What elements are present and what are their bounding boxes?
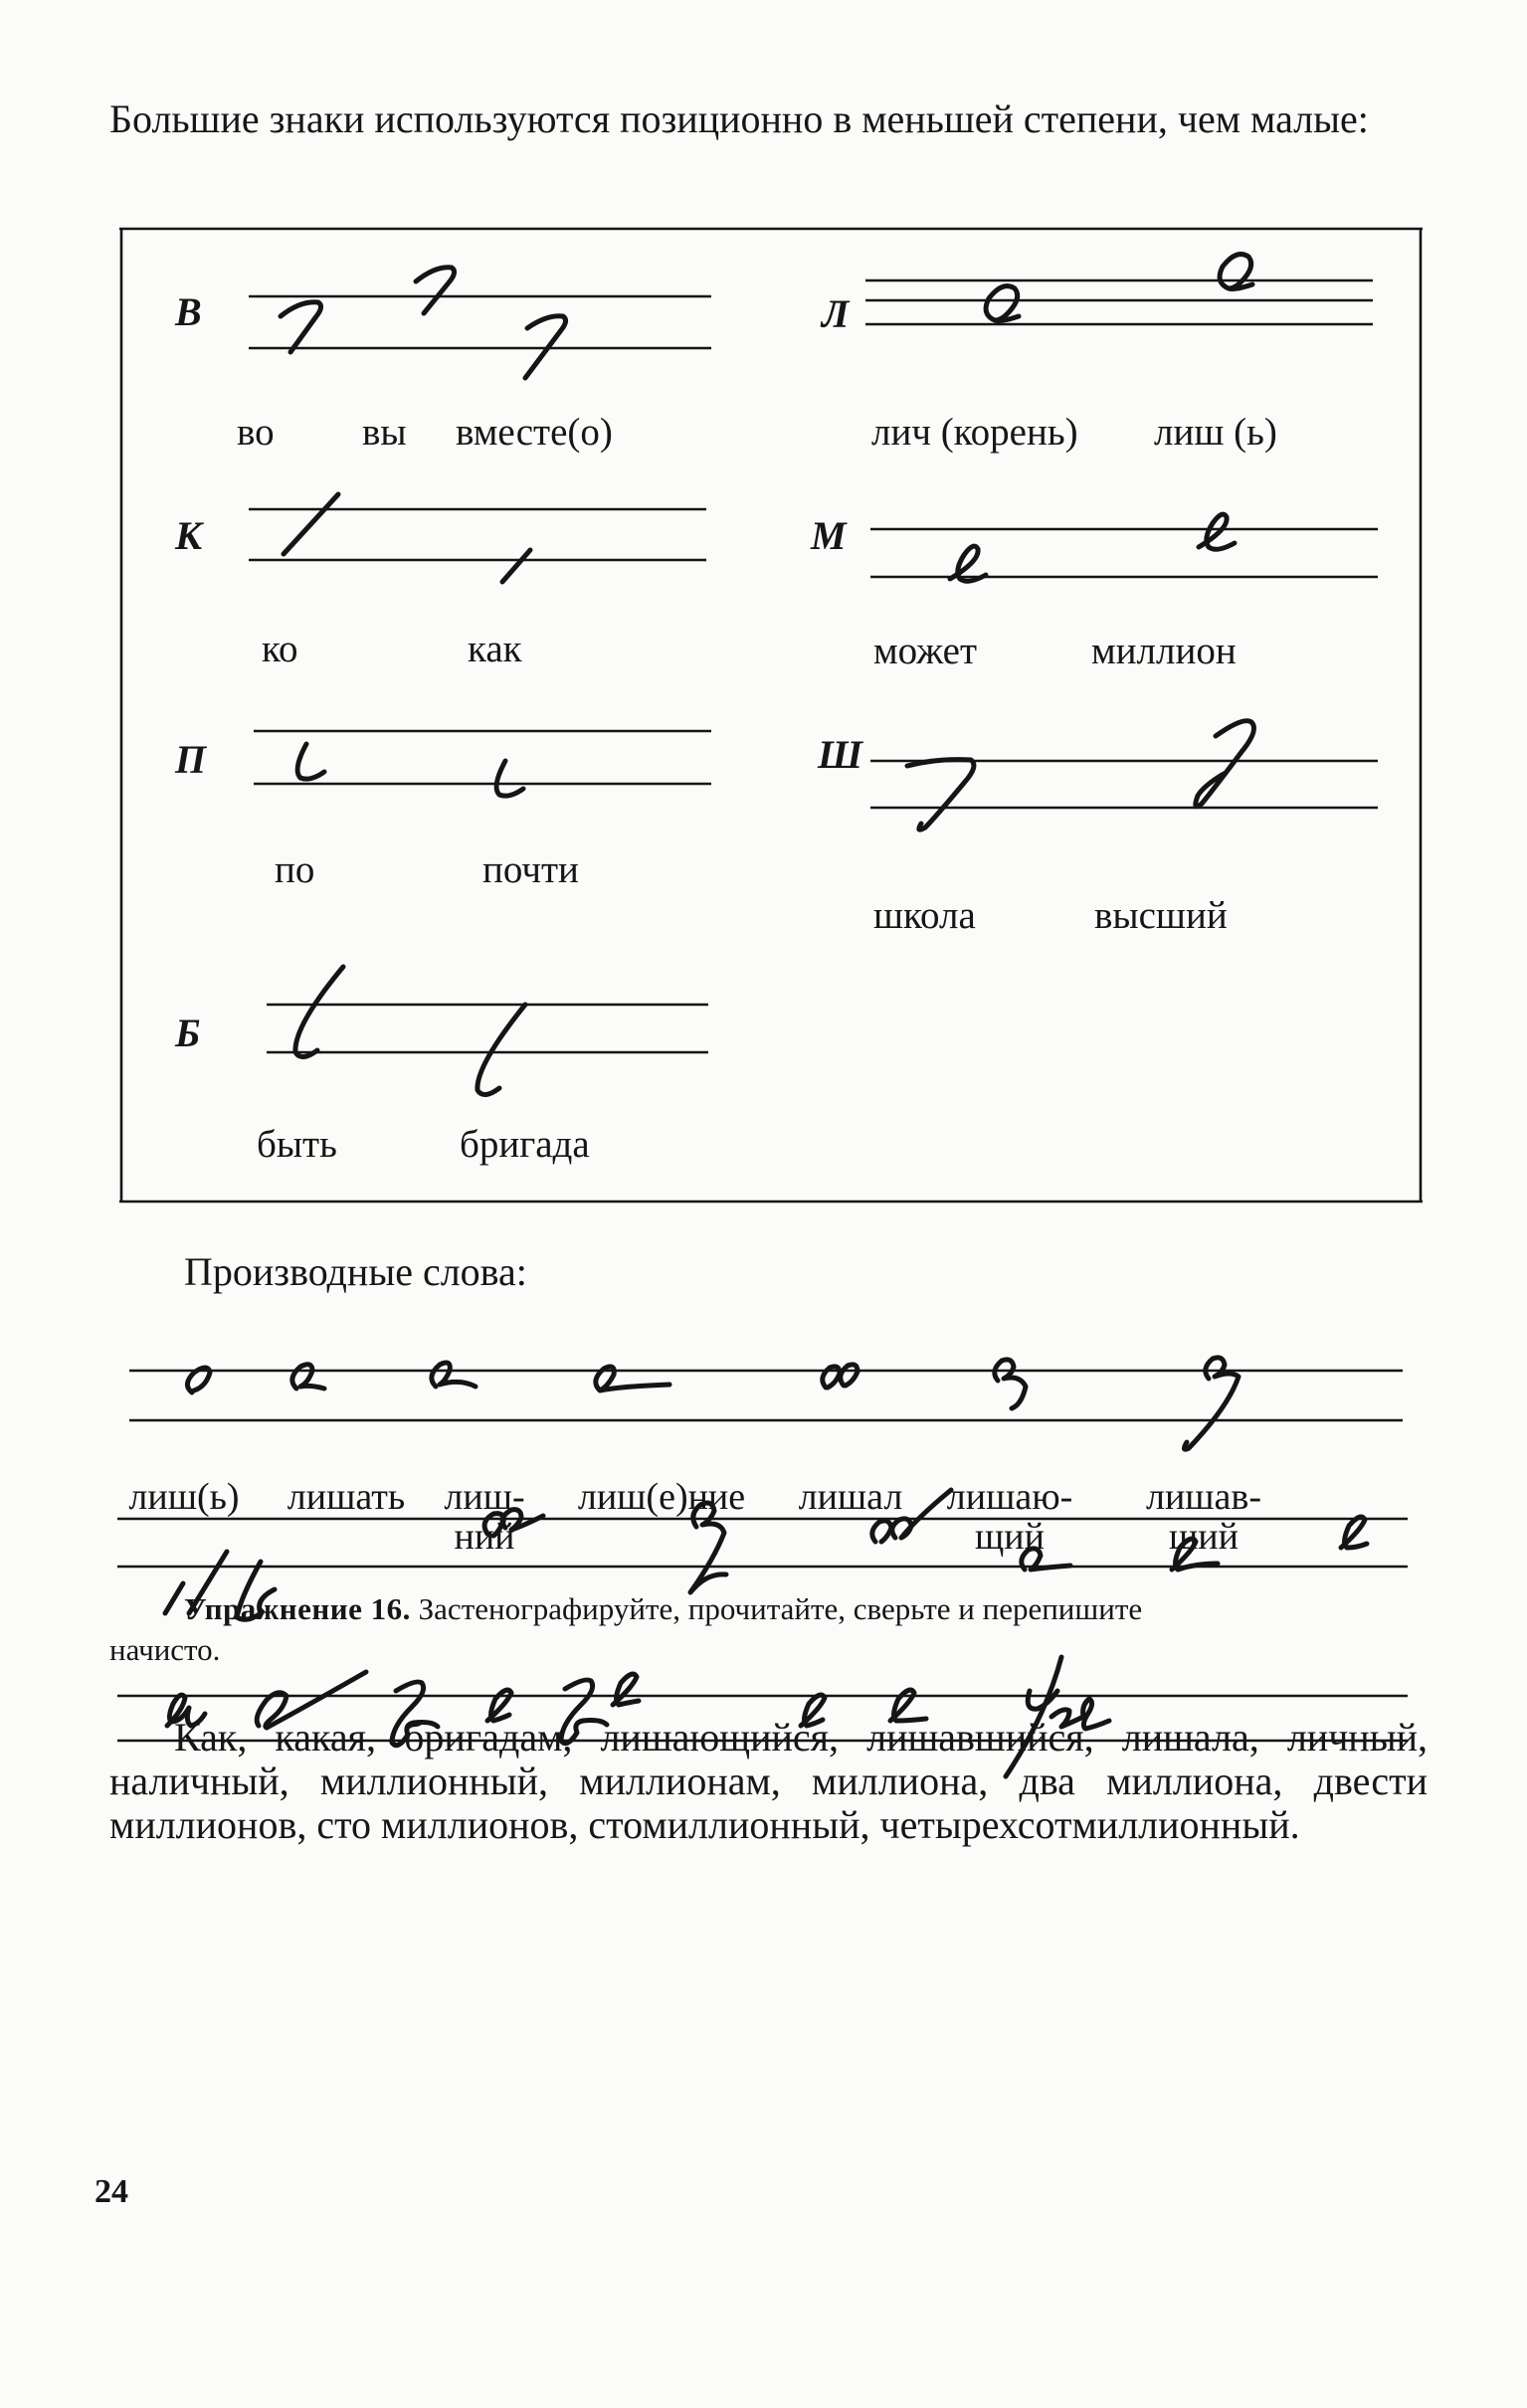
- word-kak: как: [468, 628, 522, 670]
- exercise-instruction: Застенографируйте, прочитайте, сверьте и перепишите: [418, 1591, 1143, 1626]
- letter-l: Л: [822, 291, 850, 336]
- derived-word: лишать: [286, 1476, 406, 1518]
- word-million: миллион: [1091, 630, 1237, 672]
- letter-k: К: [175, 513, 203, 558]
- word-lish: лиш (ь): [1154, 411, 1277, 454]
- sign-sh-lines: [870, 721, 1378, 831]
- derived-word: лишаю- щий: [946, 1476, 1073, 1558]
- word-brigada: бригада: [460, 1123, 590, 1166]
- letter-b: Б: [175, 1011, 201, 1055]
- derived-title: Производные слова:: [184, 1249, 527, 1294]
- derived-word: лиш(ь): [128, 1476, 240, 1518]
- word-po: по: [275, 848, 315, 891]
- sign-b-lines: [267, 967, 708, 1095]
- word-lich: лич (корень): [871, 411, 1078, 454]
- letter-sh: Ш: [818, 732, 863, 777]
- exercise-label: Упражнение 16.: [184, 1591, 411, 1626]
- exercise-heading: [184, 1591, 1142, 1627]
- exercise-text: Как, какая, бригадам, лишающийся, лишавшийся, лишала, личный, наличный, миллионный, миллионам, миллиона, два миллиона, двести миллионов, сто миллионов, стомиллионный, четырехсотмиллионный.: [109, 1715, 1428, 1847]
- letter-v: В: [175, 289, 202, 334]
- sign-p-lines: [254, 731, 711, 796]
- derived-word: лишал: [798, 1476, 903, 1518]
- word-pochti: почти: [482, 848, 579, 891]
- word-ko: ко: [262, 628, 298, 670]
- word-vmeste: вместе(о): [456, 411, 613, 454]
- word-byt: быть: [257, 1123, 337, 1166]
- word-shkola: школа: [873, 894, 976, 937]
- derived-word: лиш(е)ние: [577, 1476, 746, 1518]
- derived-shorthand: [129, 1358, 1403, 1449]
- sign-k-lines: [249, 494, 706, 582]
- word-mozhet: может: [873, 630, 977, 672]
- sign-m-lines: [870, 514, 1378, 581]
- letter-p: П: [175, 737, 207, 782]
- intro-paragraph: Большие знаки используются позиционно в меньшей степени, чем малые:: [109, 96, 1369, 141]
- word-vo: во: [237, 411, 275, 454]
- page-number: 24: [95, 2173, 128, 2210]
- derived-word: лишав- ший: [1145, 1476, 1262, 1558]
- exercise-instruction-cont: начисто.: [109, 1632, 221, 1667]
- word-vy: вы: [362, 411, 407, 454]
- sign-l-lines: [865, 255, 1373, 324]
- derived-word: лиш- ний: [444, 1476, 525, 1558]
- sign-v-lines: [249, 268, 711, 378]
- letter-m: М: [811, 513, 847, 558]
- word-vysshiy: высший: [1094, 894, 1228, 937]
